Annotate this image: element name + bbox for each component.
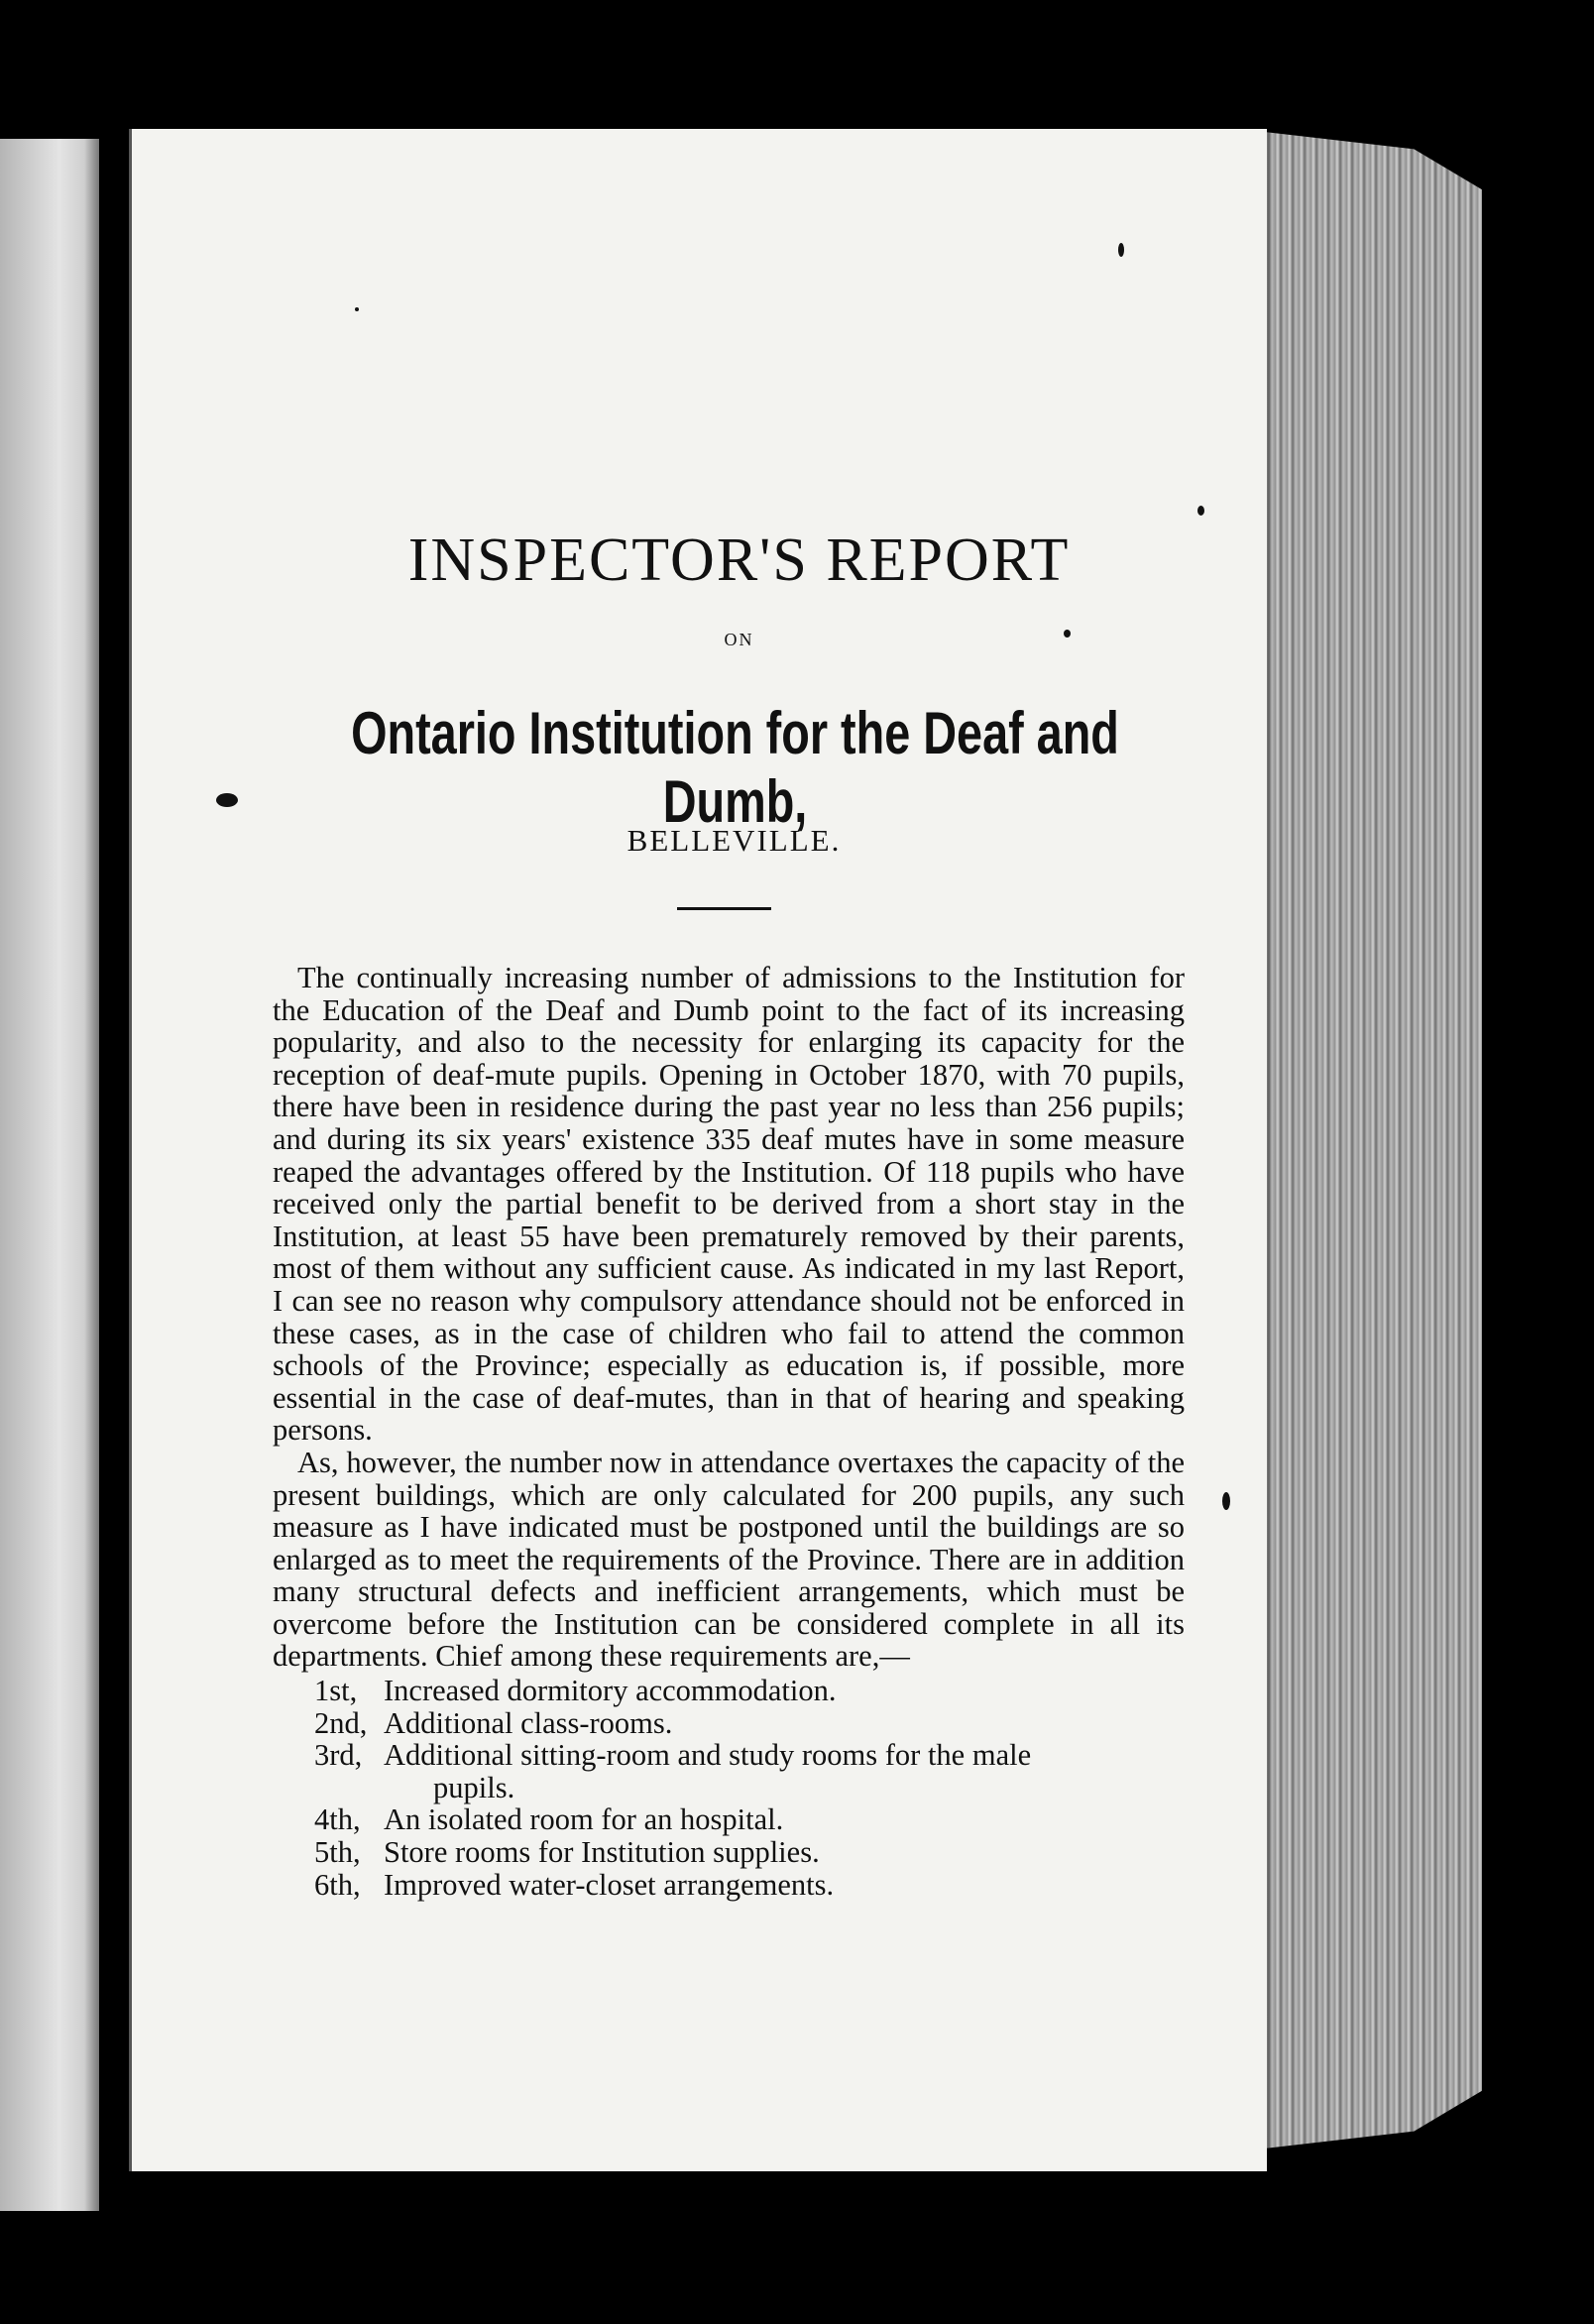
report-title: INSPECTOR'S REPORT (407, 526, 1071, 594)
requirement-text: Increased dormitory accommodation. (384, 1674, 837, 1708)
requirement-text: Improved water-closet arrangements. (384, 1867, 835, 1902)
previous-page-edge (0, 139, 99, 2211)
scan-speck (1222, 1492, 1230, 1510)
report-body (273, 962, 1185, 1901)
scan-speck (1118, 243, 1124, 257)
scan-speck (216, 793, 238, 807)
list-item (273, 1803, 1185, 1836)
list-item (273, 1675, 1185, 1707)
list-item (273, 1707, 1185, 1740)
list-item (273, 1869, 1185, 1902)
requirement-ordinal: 1st, (314, 1674, 358, 1708)
paragraph-2: As, however, the number now in attendance overtaxes the capacity of the present buildings, which are only calculated for 200 pupils, any such measure as I have indicated must be postponed until the buildings are so enlarged as to meet the requirements of the Province. There are in addition many structural defects and inefficient arrangements, which must be overcome before the Institution can be considered complete in all its departments. Chief among these requirements are,— (273, 1445, 1185, 1674)
scan-speck (355, 307, 359, 311)
requirement-continuation: pupils. (433, 1770, 515, 1804)
location-heading: BELLEVILLE. (626, 823, 842, 858)
requirement-text: Store rooms for Institution supplies. (384, 1835, 820, 1870)
requirement-ordinal: 3rd, (314, 1738, 363, 1773)
paragraph-1: The continually increasing number of admissions to the Institution for the Education of the Deaf and Dumb point to the fact of its increasing popularity, and also to the necessity for enlarging its capacity for the reception of deaf-mute pupils. Opening in October 1870, with 70 pupils, there have been in residence during the past year no less than 256 pupils; and during its six years' existence 335 deaf mutes have in some measure reaped the advantages offered by the Institution. Of 118 pupils who have received only the partial benefit to be derived from a short stay in the Institution, at least 55 have been prematurely removed by their parents, most of them without any sufficient cause. As indicated in my last Report, I can see no reason why compulsory attendance should not be enforced in these cases, as in the case of children who fail to attend the common schools of the Province; especially as education is, if possible, more essential in the case of deaf-mutes, than in that of hearing and speaking persons. (273, 961, 1185, 1448)
requirements-list (273, 1675, 1185, 1901)
separator-rule (677, 907, 771, 910)
list-item (273, 1836, 1185, 1869)
scan-speck (1064, 630, 1071, 638)
page-stack-edges (1239, 129, 1482, 2151)
requirement-text: Additional class-rooms. (384, 1705, 673, 1740)
document-page (129, 129, 1267, 2171)
requirement-ordinal: 2nd, (314, 1705, 368, 1740)
requirement-ordinal: 5th, (314, 1835, 361, 1870)
requirement-ordinal: 4th, (314, 1802, 361, 1837)
institution-title: Ontario Institution for the Deaf and Dumb, (351, 700, 1119, 835)
list-item (273, 1739, 1185, 1803)
requirement-text: Additional sitting-room and study rooms for the male (384, 1738, 1032, 1773)
requirement-text-block (384, 1739, 1185, 1803)
requirement-text: An isolated room for an hospital. (384, 1802, 784, 1837)
title-connector: ON (724, 630, 754, 649)
requirement-ordinal: 6th, (314, 1867, 361, 1902)
scan-speck (1197, 506, 1204, 516)
